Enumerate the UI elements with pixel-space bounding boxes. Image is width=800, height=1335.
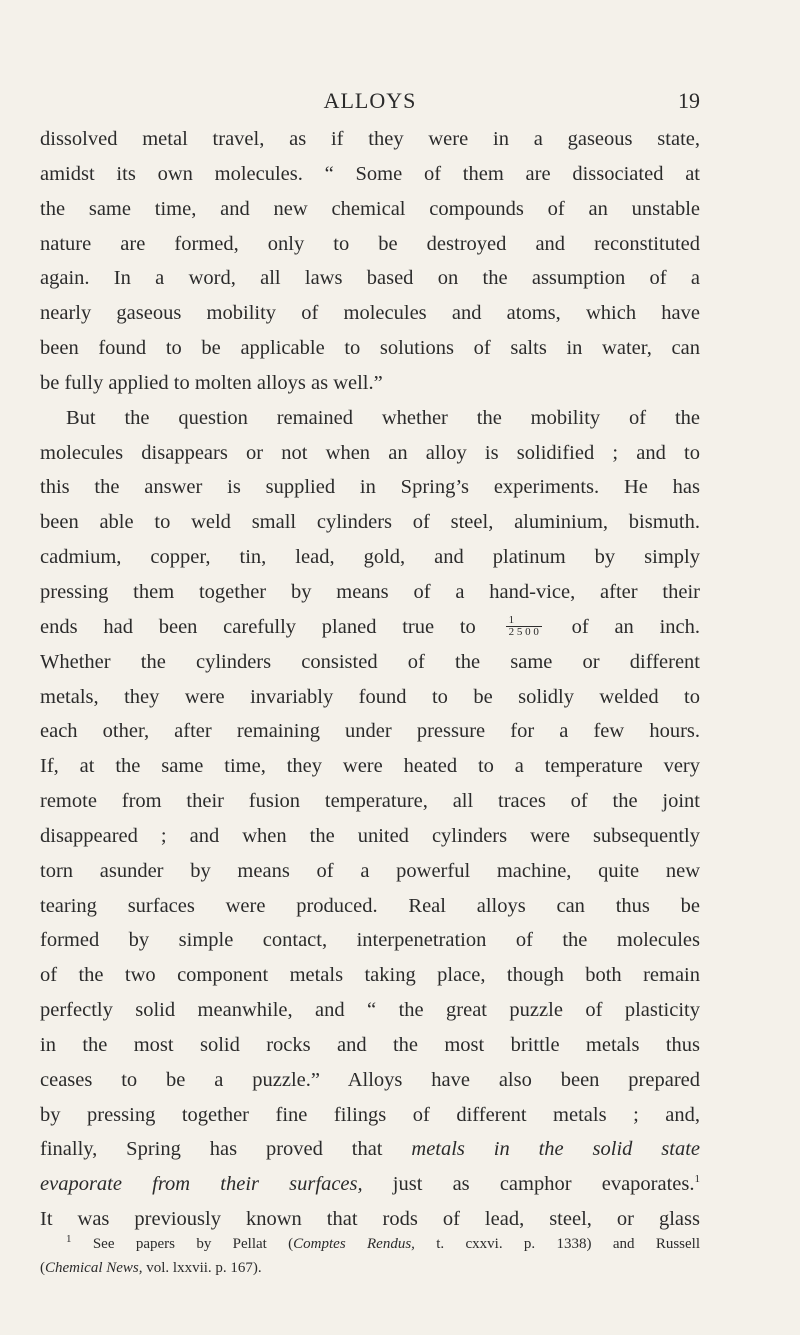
footnote-text: vol. lxxvii. p. 167).: [146, 1260, 262, 1276]
footnote-text: (: [40, 1260, 45, 1276]
text-line-with-italics: [40, 1167, 700, 1202]
text-segment: finally, Spring has proved that: [40, 1138, 383, 1161]
text-line: Whether the cylinders consisted of the same or different: [40, 650, 700, 673]
text-line: cadmium, copper, tin, lead, gold, and platinum by simply: [40, 546, 700, 569]
text-line: It was previously known that rods of lead, steel, or glass: [40, 1208, 700, 1231]
text-line: by pressing together fine filings of different metals ; and,: [40, 1103, 700, 1126]
text-line-with-fraction: [40, 610, 700, 645]
footnote-number: 1: [66, 1233, 72, 1245]
text-line: dissolved metal travel, as if they were in a gaseous state,: [40, 128, 700, 150]
text-line: nearly gaseous mobility of molecules and atoms, which have: [40, 302, 700, 325]
text-line: be fully applied to molten alloys as well.”: [40, 371, 383, 394]
text-line: But the question remained whether the mobility of the: [66, 406, 700, 429]
text-line: ceases to be a puzzle.” Alloys have also been prepared: [40, 1068, 700, 1091]
text-line-with-italics: [40, 1132, 700, 1167]
text-segment: of an inch.: [571, 615, 700, 638]
text-line: metals, they were invariably found to be solidly welded to: [40, 685, 700, 708]
italic-text: evaporate from their surfaces,: [40, 1173, 363, 1196]
text-line: been able to weld small cylinders of steel, aluminium, bismuth.: [40, 511, 700, 534]
fraction: [506, 615, 542, 638]
text-line: formed by simple contact, interpenetration of the molecules: [40, 929, 700, 952]
footnote-marker[interactable]: 1: [694, 1173, 700, 1186]
page-number: 19: [678, 88, 700, 113]
text-line: again. In a word, all laws based on the assumption of a: [40, 267, 700, 290]
text-line: amidst its own molecules. “ Some of them are dissociated at: [40, 162, 700, 185]
running-title: ALLOYS: [323, 88, 417, 113]
text-segment: ends had been carefully planed true to: [40, 615, 476, 638]
body-text: [40, 122, 700, 1237]
text-line: nature are formed, only to be destroyed and reconstituted: [40, 232, 700, 255]
text-line: pressing them together by means of a hand-vice, after their: [40, 580, 700, 603]
footnote: [40, 1232, 700, 1280]
text-line: remote from their fusion temperature, all traces of the joint: [40, 790, 700, 813]
footnote-text: t. cxxvi. p. 1338) and Russell: [436, 1236, 700, 1252]
text-line: perfectly solid meanwhile, and “ the great puzzle of plasticity: [40, 999, 700, 1022]
text-line: this the answer is supplied in Spring’s experiments. He has: [40, 476, 700, 499]
text-segment: just as camphor evaporates.: [392, 1173, 695, 1196]
text-line: If, at the same time, they were heated to a temperature very: [40, 755, 700, 778]
text-line: torn asunder by means of a powerful machine, quite new: [40, 859, 700, 882]
text-line: disappeared ; and when the united cylinders were subsequently: [40, 824, 700, 847]
text-line: the same time, and new chemical compounds of an unstable: [40, 197, 700, 220]
text-line: in the most solid rocks and the most brittle metals thus: [40, 1033, 700, 1056]
footnote-line: [40, 1256, 700, 1280]
citation-title: Comptes Rendus,: [293, 1236, 415, 1252]
text-line: of the two component metals taking place, though both remain: [40, 964, 700, 987]
fraction-denominator: 2 5 0 0: [508, 625, 539, 638]
text-line: been found to be applicable to solutions of salts in water, can: [40, 337, 700, 360]
italic-text: metals in the solid state: [411, 1138, 701, 1161]
citation-title: Chemical News,: [45, 1260, 143, 1276]
fraction-numerator: 1: [506, 615, 542, 627]
footnote-line: [40, 1232, 700, 1256]
running-head: [40, 88, 700, 118]
text-line: each other, after remaining under pressure for a few hours.: [40, 720, 700, 743]
text-line: molecules disappears or not when an alloy is solidified ; and to: [40, 441, 700, 464]
footnote-text: See papers by Pellat (: [92, 1236, 294, 1252]
text-line: tearing surfaces were produced. Real alloys can thus be: [40, 894, 700, 917]
